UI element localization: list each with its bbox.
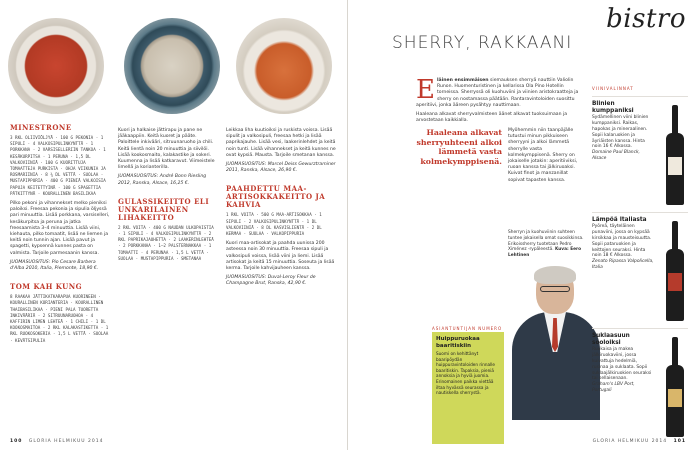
recipe-ingredients: 3 RKL OLIIVIÖLJYÄ · 100 G PEKONIA · 1 SIPULI · 4 VALKOSIPULINKYNTTÄ · 1 PORKKANA · 2 VARSISELLERIIN TANKOA · 1 KESÄKURPITSA · 1 PERUNA · 1,5 DL VALKOVIINIÄ · 100 G KUORITTUJA TOMAATTEJA PURKISTA · OHJA VIIKUNIA JA ROSMARIINIA · 8 ¾ DL VETTÄ · SUOLAA · MUSTAPIPPURIA · 400 G PIENIÄ VALKOISIA PAPUJA KEITETTYINÄ · 100 G SPAGETTIA PÄTKITTYNÄ · KOURALLINEN BASILIKAA [10, 135, 106, 196]
wine-text: Ruokaisa ja makea jälkiruokaviini, jossa kuivattuja hedelmiä, rusinaa ja suklaata. Sopii suklaajälkiruokien seuraksi tai sellaisenaan. [592, 346, 652, 382]
portrait-photo [508, 268, 604, 418]
drink-recommendation: JUOMASUOSITUS: Marcel Deiss Gewurztraminer 2011, Ranska, Alsace, 26,90 €. [226, 162, 336, 174]
recipe-column-1 [10, 124, 110, 344]
wine-bottle-icon [666, 221, 684, 321]
caption-credit: Kuva: Eero Lehtinen [508, 247, 582, 259]
page-footer-right [593, 439, 686, 444]
magazine-name: GLORIA HELMIKUU 2014 [592, 439, 668, 444]
recipe-title: TOM KAH KUNG [10, 282, 83, 292]
recipe-method-text: Kuori maa-artisokat ja paahda uunissa 200 asteessa noin 30 minuuttia. Freesaa sipuli ja valkosipuli voissa, lisää viini ja liemi. Lisää artisokat ja keitä 15 minuuttia. Soseuta ja lisää kerma. Tarjoile kahvijauheen kanssa. [226, 241, 335, 272]
wine-title: Lämpöä Italiasta [592, 216, 647, 223]
soup-photo-artichoke [124, 18, 220, 114]
drink-recommendation: JUOMASUOSITUS: André Bonn Riesling 2012, Ranska, Alsace, 16,25 €. [118, 174, 207, 186]
photo-caption: Sherryn ja kuohuviinin suhteen tuntee jokaisella omat suosikkinsa. Erikoissherry tuotetaan Pedro Ximénez -rypäleestä. Kuva: Eero Lehtinen [508, 230, 584, 259]
wine-item [592, 212, 688, 328]
recipe-method-text: Pilko pekoni ja vihannekset melko pieniksi paloiksi. Freesaa pekonia ja sipulia öljyssä pari minuuttia. Lisää porkkana, varsiselleri, kesäkurpitsa ja peruna ja jatka freesaamista 3–4 minuuttia. Lisää viini, kiehauta, pilko tomaatit, lisää ne liemen ja keitä noin tunnin ajan. Lisää pavut ja spagetti, kypsennä kunnes pasta on valmista. Tarjoile parmesaanin kanssa. [10, 201, 110, 256]
wine-credit: Zenato Ripassa Valpolicella, Italia [592, 259, 654, 271]
wine-item [592, 96, 688, 212]
sidebar-text: Suomi on kehittänyt baaripöydän huippuravintoloiden rinnalle baaritiskin. Tapaksia, pieniä annoksia ja hyviä juomia. Erinomainen paikka viettää iltaa hyvässä seurassa ja nautiskella sherrystä. [436, 351, 495, 396]
wine-text: Pyöreä, täyteläinen punaviini, jossa on kypsää kirsikkaa ja mausteisuutta. Sopii pataruokien ja keittojen seuraksi. Hinta noin 18 € Alkossa. [592, 223, 652, 259]
magazine-name: GLORIA HELMIKUU 2014 [28, 439, 104, 444]
wine-title: Suklaasuun sooloiksi [592, 332, 630, 346]
recipe-method [118, 128, 218, 187]
recipe-method-text: Kuori ja halkaise jättirapu ja pane ne jääkaappiin. Keitä kuoret ja pääte. Paloittele inkivääri, sitruunaruoho ja chili. Keitä lientä noin 20 minuuttia ja siivilöi. Lisää kookosmaito, kalakastike ja sokeri. Kuumenna ja lisää katkaravut. Viimeistele limellä ja korianterilla. [118, 128, 215, 171]
drink-recommendation: JUOMASUOSITUS: Duval-Leroy Fleur de Champagne Brut, Ranska, 42,90 €. [226, 275, 316, 287]
sidebar-box [432, 332, 504, 444]
page-footer-left [10, 439, 103, 444]
section-title: bistro [606, 4, 686, 34]
drop-cap: E [416, 75, 435, 105]
body-text: Haaleana alkavat sherryvalmisteen äänet alkavat tuoksuimaan ja arvostetaan kaikkialla. [416, 112, 568, 124]
body-text: Myöhemmin niin taanpäjälle tutustui minun pikkuiseen sherryyni ja alkoi lämmetä sherrylle vasta kolmekymppisenä. Sherry on jokaiselle jotakin: aperitiiviksi, ruoan kanssa tai jälkiruoaksi. Kuivat finot ja manzanillat sopivat tapasten kanssa. [508, 128, 578, 183]
soup-photo-minestrone [8, 18, 104, 114]
recipe-method-text: Leikkaa liha kuutioiksi ja ruskista voissa. Lisää sipulit ja valkosipuli, freesaa hetki ja lisää paprikajauhe. Lisää vesi, laakerinlehdet ja keitä noin tunti. Lisää vihannekset ja keitä kunnes ne ovat kypsiä. Mausta. Tarjoile smetanan kanssa. [226, 128, 336, 158]
pull-quote: Haaleana alkavat sherryuhteeni alkoi lämmetä vasta kolmekymppisenä. [416, 128, 502, 166]
wine-section-label: VIINIVALINNAT [592, 86, 634, 91]
wine-item [592, 328, 688, 448]
wine-text: Sydämellinen viini blinien kumppaniksi. Raikas, hapokas ja mineraalinen. Sopii kalaruokien ja äyriäisten kanssa. Hinta noin 16 € Alkossa. [592, 114, 649, 150]
page-number: 101 [673, 439, 686, 444]
lede-text: läinen ensimmäisen siemauksen sherryä nauttiin Valiolin Runon. Huomenturistinen ja kellarissa Ola Pino Hotellin torneissa. Sherryssä oli kuohuviini ja viinien aristokraatteja ja sherry on nostamassa päätään. Rantaravintoloiden suosittu aperitiivi, jonka ääreen pysähtyy nauttimaan. [416, 78, 579, 108]
sidebar-title: Huippuruokaa baaritiskiin [436, 336, 480, 349]
recipe-method [226, 128, 338, 174]
recipe-title: GULASSIKEITTO ELI UNKARILAINEN LIHAKEITTO [118, 196, 210, 222]
wine-credit: Graham's LBV Port, Portugali [592, 382, 635, 394]
recipe-title: MINESTRONE [10, 123, 72, 132]
recipe-column-3 [226, 124, 338, 291]
sidebar-label: ASIANTUNTIJAN NUMERO [432, 326, 503, 331]
right-page [348, 0, 696, 450]
recipe-method [10, 201, 110, 272]
recipe-column-2 [118, 124, 218, 262]
wine-bottle-icon [666, 105, 684, 205]
drink-recommendation: JUOMASUOSITUS: Pio Cesare Barbera d'Alba 2010, Italia, Piemonte, 18,90 €. [10, 259, 99, 272]
recipe-method [226, 241, 338, 287]
wine-bottle-icon [666, 337, 684, 437]
page-number: 100 [10, 439, 23, 444]
soup-photo-goulash [236, 18, 332, 114]
recipe-title: PAAHDETTU MAA-ARTISOKKAKEITTO JA KAHVIA [226, 184, 326, 210]
recipe-ingredients: 1 RKL VOITA · 500 G MAA-ARTISOKKAA · 1 SIPULI · 2 VALKOSIPULINKYNTTÄ · 1 DL VALKOVIINIÄ · 8 DL KASVISLIENTÄ · 2 DL KERMAA · SUOLAA · VALKOPIPPURIA [226, 212, 322, 237]
wine-credit: Domaine Paul Blanck, Alsace [592, 150, 640, 162]
article-lede [416, 75, 580, 124]
article-headline: SHERRY, RAKKAANI [392, 33, 573, 53]
recipe-ingredients: 8 RAAKAA JÄTTIKATKARAPUA KUORINEEN · KOURALLINEN KORIANTERIA · KOURALLINEN THAIBASILIKAA · PIENI PALA TUORETTA INKIVÄÄRIÄ · 2 SITRUUNARUOHOA · 4 KAFFIRIN LIMEN LEHTEÄ · 1 CHILI · 1 DL KOOKOSMAITOA · 2 RKL KALAKASTIKETTA · 1 RKL RUOKOSOKERIA · 1,5 L VETTÄ · SUOLAA · KEVÄTSIPULIA [10, 294, 109, 343]
wine-title: Blinien kumppaniksi [592, 100, 634, 114]
recipe-ingredients: 2 RKL VOITA · 400 G NAUDAN ULKOPAISTIA · 1 SIPULI · 4 VALKOSIPULINKYNTTÄ · 2 RKL PAPRIKAJAUHETTA · 2 LAAKERINLEHTEÄ · 2 PORKKANAA · 1–2 PALSTERNAKKAA · 1 TOMAATTI · 4 PERUNAA · 1,5 L VETTÄ · SUOLAA · MUSTAPIPPURIA · SMETANAA [118, 224, 214, 261]
wine-column [592, 86, 688, 448]
